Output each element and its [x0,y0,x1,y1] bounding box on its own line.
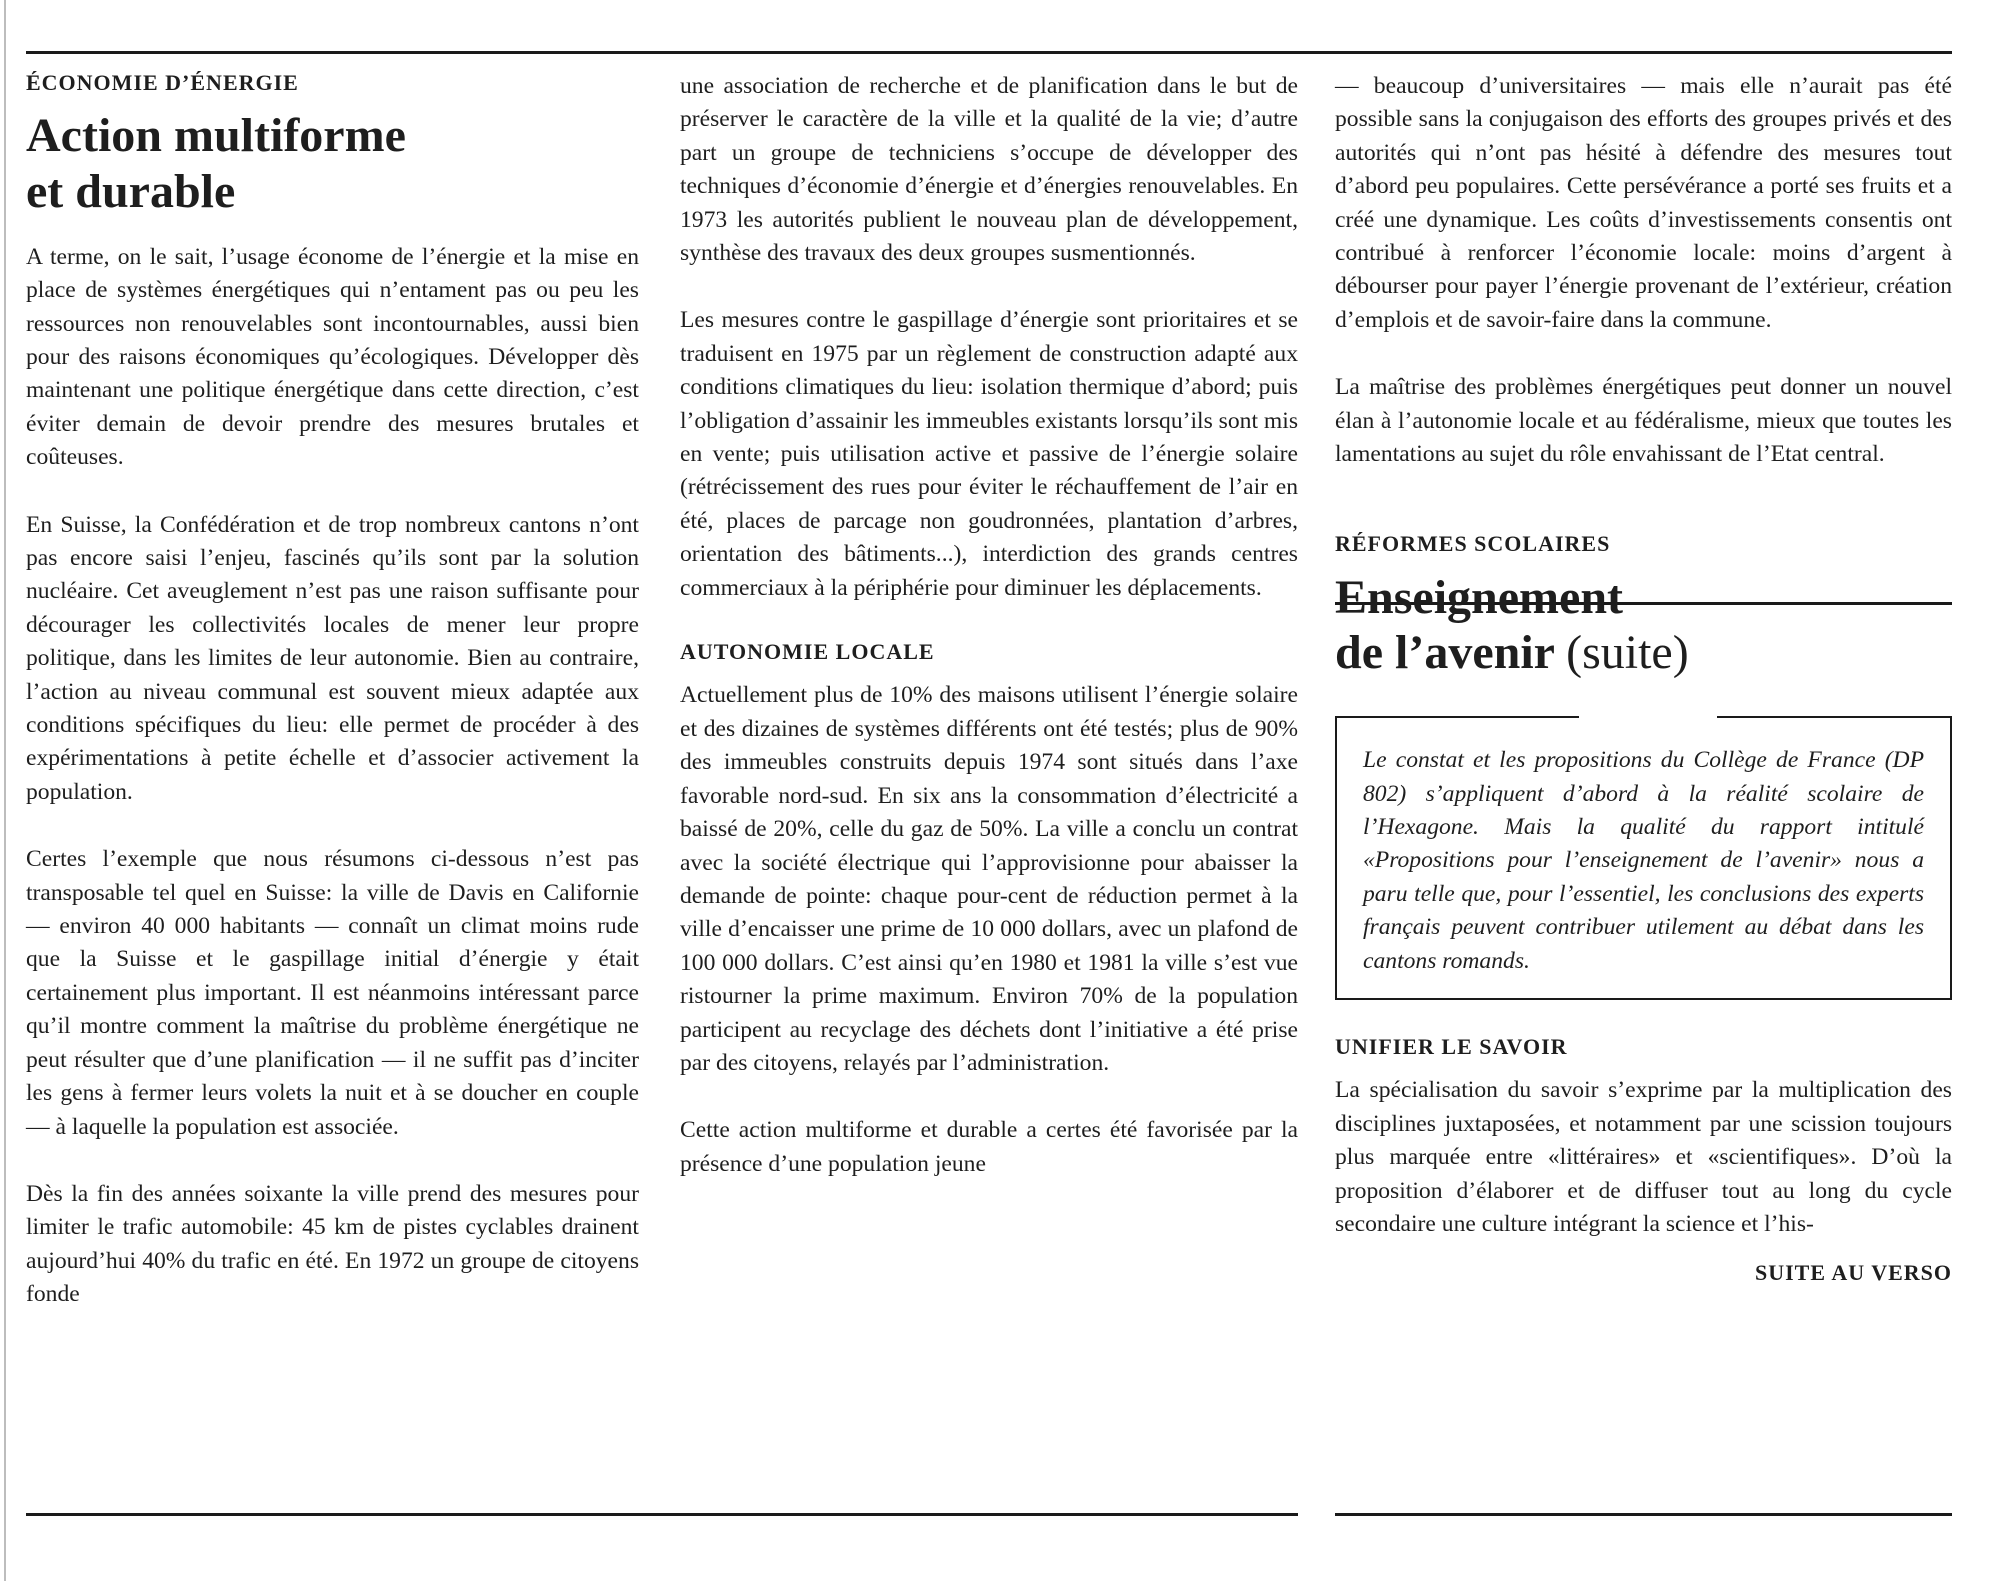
paragraph: une association de recherche et de planification dans le but de préserver le caractère de la ville et la qualité de la vie; d’autre part un groupe de techniciens s’occupe de développer des techniques d’économie d’énergie et d’énergies renouvelables. En 1973 les autorités publient le nouveau plan de développement, synthèse des travaux des deux groupes susmentionnés. [680,73,1298,267]
top-rule [26,51,1952,54]
right-column [1335,70,1952,1286]
paragraph: A terme, on le sait, l’usage économe de l’énergie et la mise en place de systèmes énergétiques qui n’entament pas ou peu les ressources non renouvelables sont incontournables, aussi bien pour des raisons économiques qu’écologiques. Développer dès maintenant une politique énergétique dans cette direction, c’est éviter demain de devoir prendre des mesures brutales et coûteuses. [26,243,639,471]
bottom-rule-right [1335,1513,1952,1516]
headline-line-1: Enseignement [1335,570,1623,624]
subheading: UNIFIER LE SAVOIR [1335,1034,1568,1060]
paragraph: Les mesures contre le gaspillage d’énergie sont prioritaires et se traduisent en 1975 par un règlement de construction adapté aux conditions climatiques du lieu: isolation thermique d’abord; puis l’obligation d’assainir les immeubles existants lorsqu’ils sont mis en vente; puis utilisation active et passive de l’énergie solaire (rétrécissement des rues pour éviter le réchauffement de l’air en été, places de parcage non goudronnées, plantation d’arbres, orientation des bâtiments...), interdiction des grands centres commerciaux à la périphérie pour diminuer les déplacements. [680,307,1298,601]
headline-suffix: (suite) [1566,626,1689,680]
paragraph: Dès la fin des années soixante la ville prend des mesures pour limiter le trafic automobile: 45 km de pistes cyclables drainent aujourd’hui 40% du trafic en été. En 1972 un groupe de citoyens fonde [26,1180,639,1308]
continued-notice: SUITE AU VERSO [1755,1259,1952,1285]
article-headline [26,108,639,218]
scan-edge-line [4,0,6,1581]
left-column [26,70,639,1346]
paragraph: La maîtrise des problèmes énergétiques peut donner un nouvel élan à l’autonomie locale et au fédéralisme, mieux que toutes les lamentations au sujet du rôle envahissant de l’Etat central. [1335,374,1952,468]
box-border-gap [1579,714,1717,720]
paragraph: En Suisse, la Confédération et de trop nombreux cantons n’ont pas encore saisi l’enjeu, fascinés qu’ils sont par la solution nucléaire. Cet aveuglement n’est pas une raison suffisante pour décourager les collectivités locales de mener leur propre politique, dans les limites de leur autonomie. Bien au contraire, l’action au niveau communal est souvent mieux adaptée aux conditions spécifiques du lieu: elle permet de procéder à des expérimentations à petite échelle et d’associer activement la population. [26,511,639,805]
intro-box [1335,716,1952,1000]
subheading: AUTONOMIE LOCALE [680,639,935,665]
paragraph: — beaucoup d’universitaires — mais elle n’aurait pas été possible sans la conjugaison des efforts des groupes privés et des autorités qui n’ont pas hésité à défendre des mesures tout d’abord peu populaires. Cette persévérance a porté ses fruits et a créé une dynamique. Les coûts d’investissements consentis ont contribué à renforcer l’économie locale: moins d’argent à débourser pour payer l’énergie provenant de l’extérieur, création d’emplois et de savoir-faire dans la commune. [1335,73,1952,333]
paragraph: Certes l’exemple que nous résumons ci-dessous n’est pas transposable tel quel en Suisse: la ville de Davis en Californie — environ 40 000 habitants — connaît un climat moins rude que la Suisse et le gaspillage initial d’énergie y était certainement plus important. Il est néanmoins intéressant parce qu’il montre comment la maîtrise du problème énergétique ne peut résulter que d’une planification — il ne suffit pas d’inciter les gens à fermer leurs volets la nuit et à se doucher en couple — à laquelle la population est associée. [26,846,639,1140]
intro-box-text: Le constat et les propositions du Collège de France (DP 802) s’appliquent d’abord à la réalité scolaire de l’Hexagone. Mais la qualité du rapport intitulé «Propositions pour l’enseignement de l’avenir» nous a paru telle que, pour l’essentiel, les conclusions des experts français peuvent contribuer utilement au débat dans les cantons romands. [1363,747,1924,974]
headline-line-2: et durable [26,164,236,218]
headline-line-1: Action multiforme [26,109,406,163]
paragraph: La spécialisation du savoir s’exprime par la multiplication des disciplines juxtaposées, et notamment par une scission toujours plus marquée entre «littéraires» et «scientifiques». D’où la proposition d’élaborer et de diffuser tout au long du cycle secondaire une culture intégrant la science et l’his- [1335,1077,1952,1238]
section-kicker: ÉCONOMIE D’ÉNERGIE [26,70,299,95]
paragraph: Actuellement plus de 10% des maisons utilisent l’énergie solaire et des dizaines de systèmes différents ont été testés; plus de 90% des immeubles construits depuis 1974 sont situés dans l’axe favorable nord-sud. En six ans la consommation d’électricité a baissé de 20%, celle du gaz de 50%. La ville a conclu un contrat avec la société électrique qui l’approvisionne pour abaisser la demande de pointe: chaque pour-cent de réduction permet à la ville d’encaisser une prime de 10 000 dollars, avec un plafond de 100 000 dollars. C’est ainsi qu’en 1980 et 1981 la ville s’est vue ristourner la prime maximum. Environ 70% de la population participent au recyclage des déchets dont l’initiative a été prise par des citoyens, relayés par l’administration. [680,682,1298,1076]
article-headline [1335,570,1952,680]
headline-line-2: de l’avenir [1335,626,1555,680]
middle-column [680,70,1298,1215]
paragraph: Cette action multiforme et durable a certes été favorisée par la présence d’une population jeune [680,1117,1298,1177]
section-kicker: RÉFORMES SCOLAIRES [1335,531,1611,557]
bottom-rule-left [26,1513,1298,1516]
